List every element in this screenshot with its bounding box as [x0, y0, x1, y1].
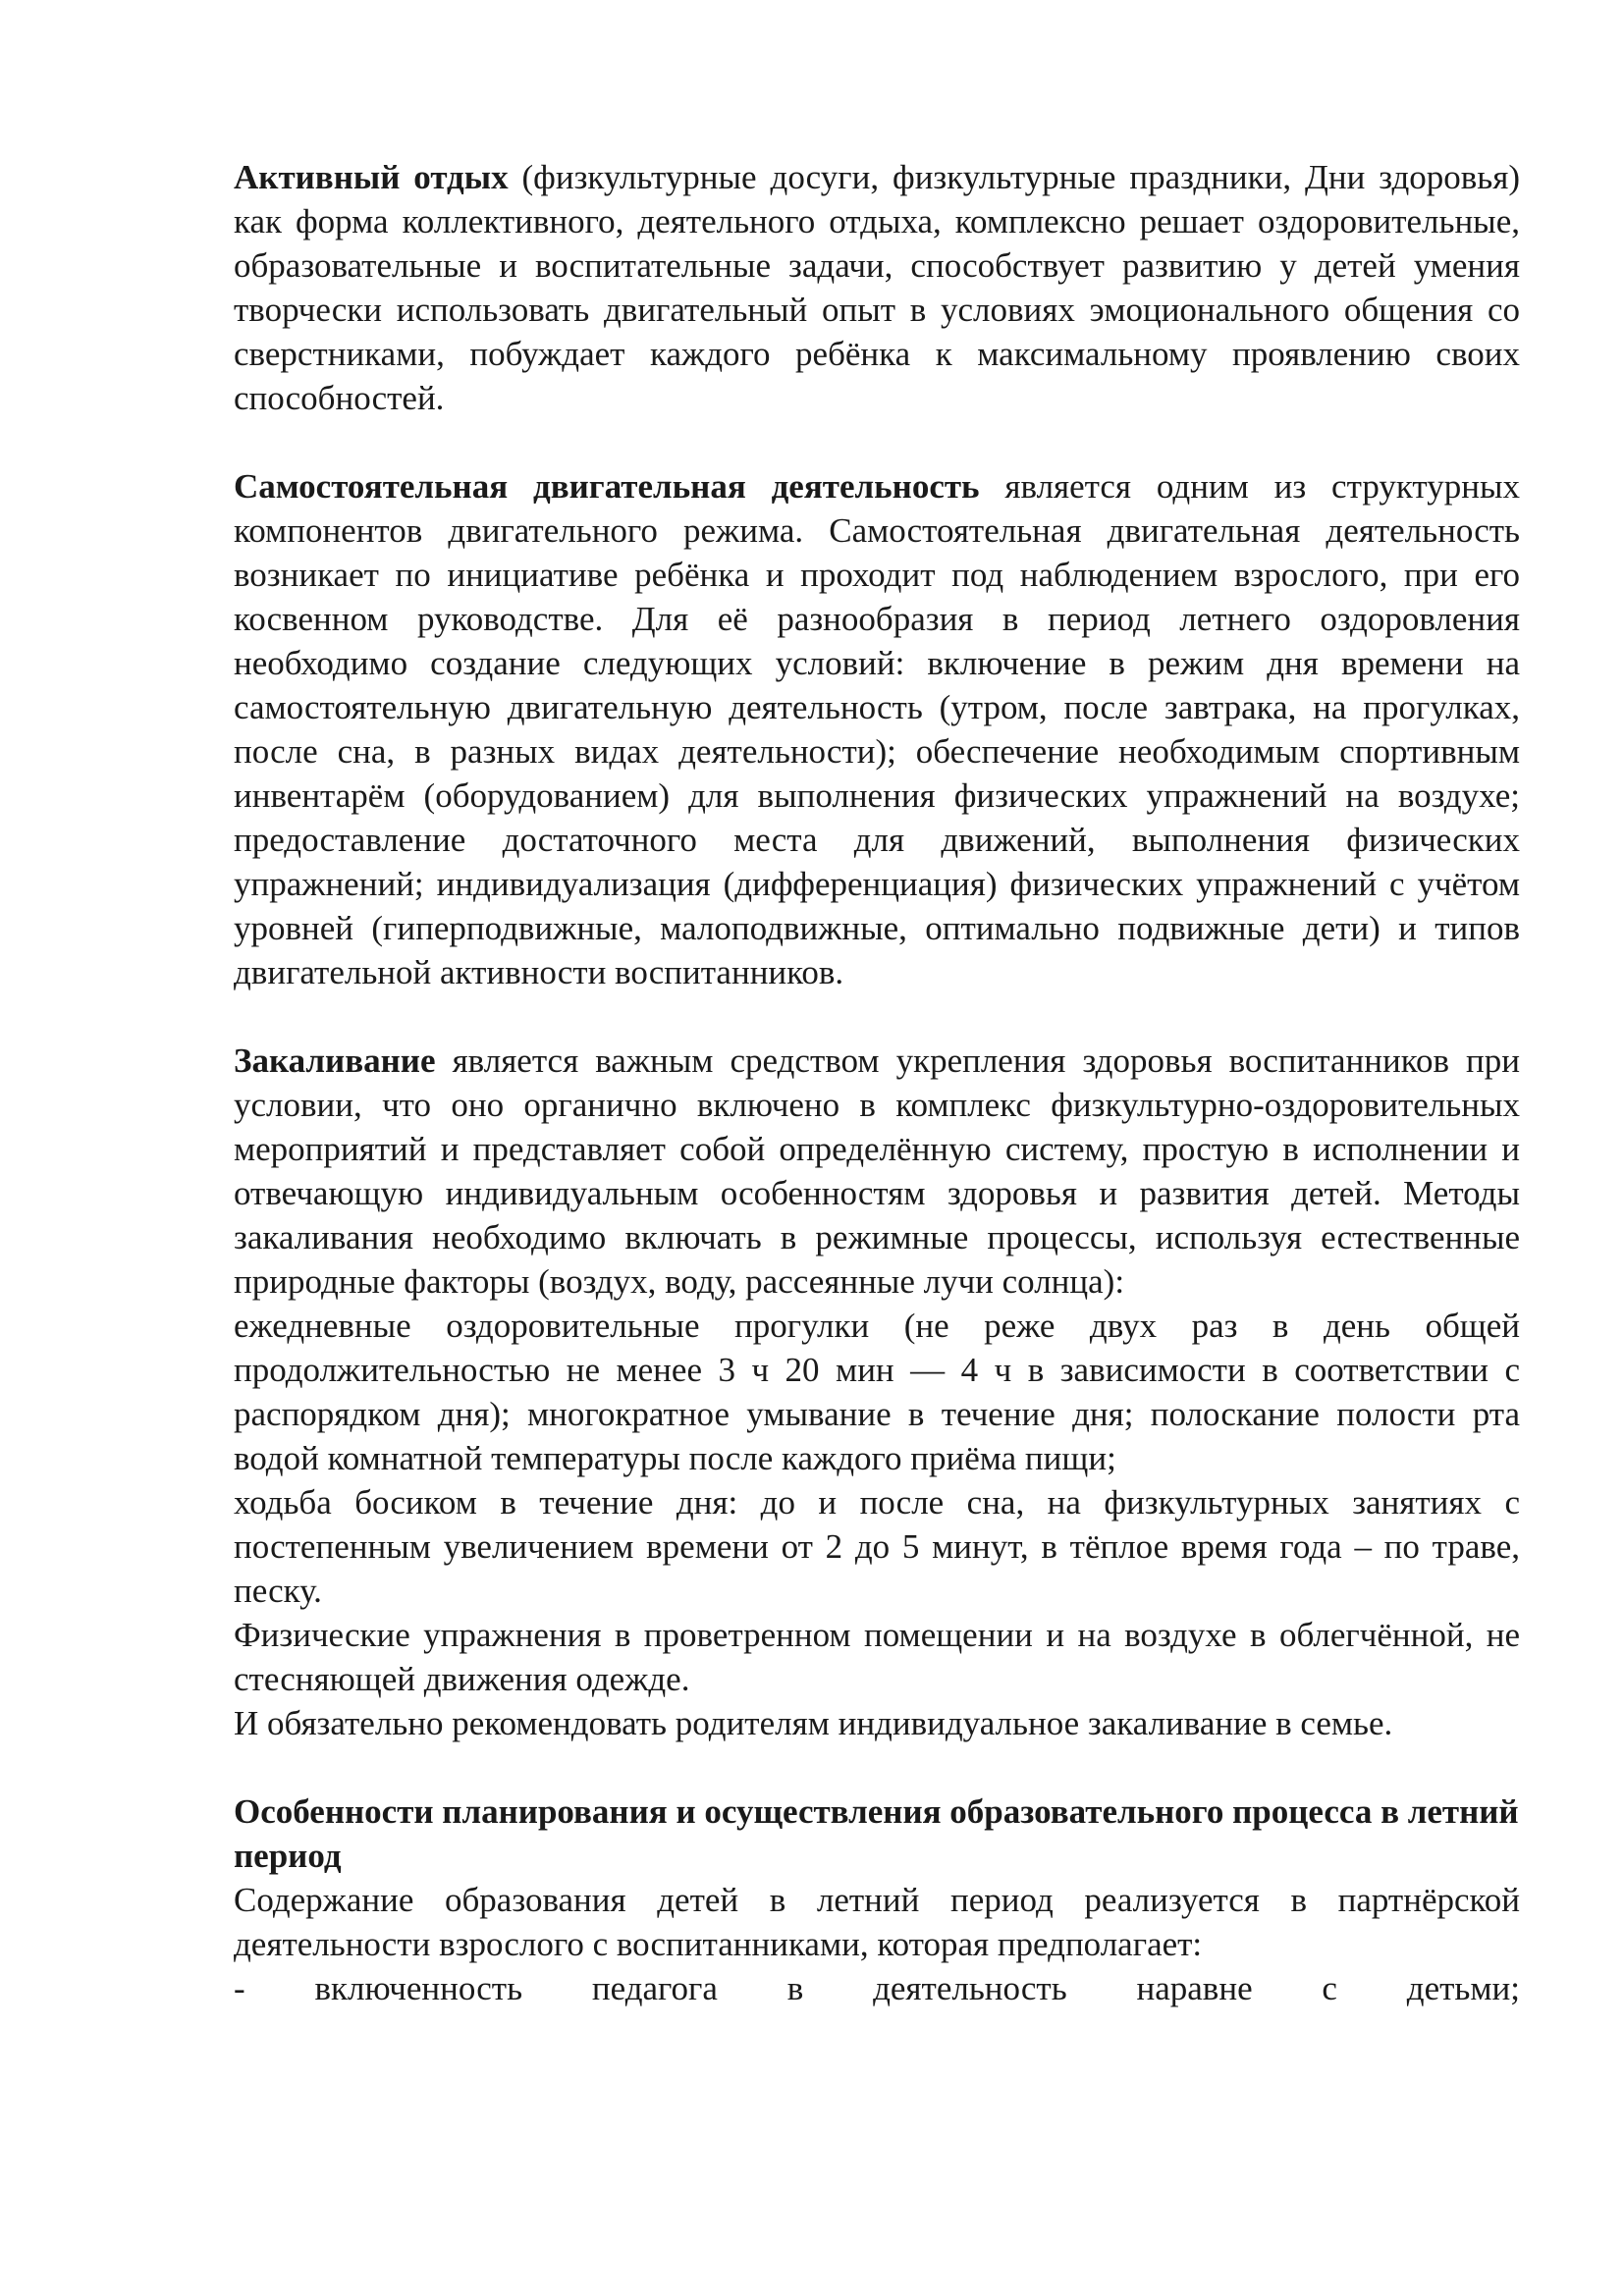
hardening-parents: И обязательно рекомендовать родителям индивидуальное закаливание в семье. [234, 1704, 1393, 1742]
document-page [234, 155, 1520, 2010]
hardening-barefoot: ходьба босиком в течение дня: до и после сна, на физкультурных занятиях с постепенным увеличением времени от 2 до 5 минут, в тёплое время года – по траве, песку. [234, 1483, 1520, 1610]
independent-activity-term: Самостоятельная двигательная деятельность [234, 467, 980, 506]
hardening-paragraph [234, 1039, 1520, 1304]
paragraph-gap [234, 420, 1520, 464]
section-heading: Особенности планирования и осуществления образовательного процесса в летний период [234, 1792, 1519, 1875]
active-rest-term: Активный отдых [234, 158, 509, 196]
hardening-walks: ежедневные оздоровительные прогулки (не реже двух раз в день общей продолжительностью не менее 3 ч 20 мин — 4 ч в зависимости в соответствии с распорядком дня); многократное умывание в течение дня; полоскание полости рта водой комнатной температуры после каждого приёма пищи; [234, 1307, 1520, 1477]
section-text: Содержание образования детей в летний период реализуется в партнёрской деятельности взрослого с воспитанниками, которая предполагает: [234, 1881, 1520, 1963]
active-rest-paragraph [234, 155, 1520, 420]
hardening-term: Закаливание [234, 1041, 436, 1080]
hardening-exercise: Физические упражнения в проветренном помещении и на воздухе в облегчённой, не стесняющей движения одежде. [234, 1616, 1520, 1698]
independent-activity-paragraph [234, 464, 1520, 994]
section-item-1: - включенность педагога в деятельность наравне с детьми; [234, 1969, 1520, 2007]
active-rest-text: (физкультурные досуги, физкультурные праздники, Дни здоровья) как форма коллективного, деятельного отдыха, комплексно решает оздоровительные, образовательные и воспитательные задачи, способствует развитию у детей умения творчески использовать двигательный опыт в условиях эмоционального общения со сверстниками, побуждает каждого ребёнка к максимальному проявлению своих способностей. [234, 158, 1520, 417]
independent-activity-text: является одним из структурных компонентов двигательного режима. Самостоятельная двигательная деятельность возникает по инициативе ребёнка и проходит под наблюдением взрослого, при его косвенном руководстве. Для её разнообразия в период летнего оздоровления необходимо создание следующих условий: включение в режим дня времени на самостоятельную двигательную деятельность (утром, после завтрака, на прогулках, после сна, в разных видах деятельности); обеспечение необходимым спортивным инвентарём (оборудованием) для выполнения физических упражнений на воздухе; предоставление достаточного места для движений, выполнения физических упражнений; индивидуализация (дифференциация) физических упражнений с учётом уровней (гиперподвижные, малоподвижные, оптимально подвижные дети) и типов двигательной активности воспитанников. [234, 467, 1520, 991]
paragraph-gap [234, 1745, 1520, 1789]
paragraph-gap [234, 994, 1520, 1039]
hardening-text: является важным средством укрепления здоровья воспитанников при условии, что оно органично включено в комплекс физкультурно-оздоровительных мероприятий и представляет собой определённую систему, простую в исполнении и отвечающую индивидуальным особенностям здоровья и развития детей. Методы закаливания необходимо включать в режимные процессы, используя естественные природные факторы (воздух, воду, рассеянные лучи солнца): [234, 1041, 1520, 1301]
